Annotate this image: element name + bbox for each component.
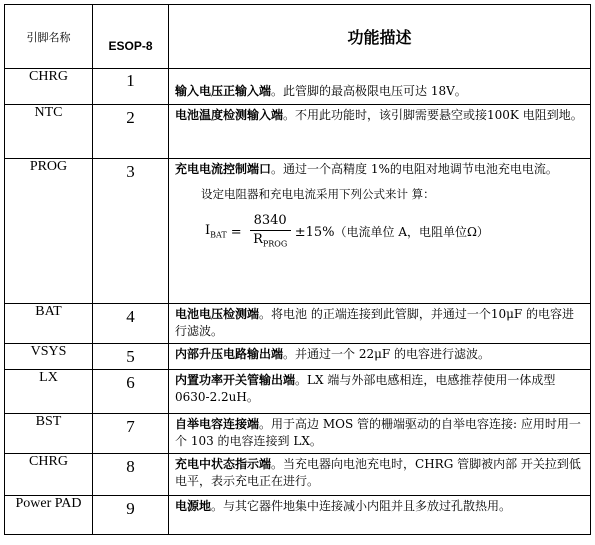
pin-name: LX xyxy=(5,370,93,414)
pin-number: 9 xyxy=(93,496,169,535)
pin-description-text: 。此管脚的最高极限电压可达 18V。 xyxy=(271,84,467,98)
pin-function-table xyxy=(4,4,591,535)
pin-description-title: 内置功率开关管输出端 xyxy=(175,373,296,387)
pin-description-text: 。用于高边 MOS 管的栅端驱动的自举电容连接: 应用时用一个 103 的电容连接到 LX。 xyxy=(175,417,581,448)
pin-number: 4 xyxy=(93,304,169,344)
pin-number: 2 xyxy=(93,105,169,159)
header-pin-name: 引脚名称 xyxy=(5,5,93,69)
formula-fraction xyxy=(250,213,291,253)
table-row xyxy=(5,159,591,304)
pin-description-title: 充电电流控制端口 xyxy=(175,162,272,176)
pin-description xyxy=(169,304,591,344)
formula-denominator: $R_{PROG}$ xyxy=(253,232,288,249)
formula-lhs: $I_{BAT}$ xyxy=(205,223,227,240)
header-function-description: 功能描述 xyxy=(169,5,591,69)
pin-description xyxy=(169,69,591,105)
pin-name: NTC xyxy=(5,105,93,159)
pin-name: BAT xyxy=(5,304,93,344)
table-row xyxy=(5,370,591,414)
pin-description xyxy=(169,496,591,535)
pin-name: CHRG xyxy=(5,69,93,105)
pin-number: 3 xyxy=(93,159,169,304)
pin-description-title: 电池电压检测端 xyxy=(175,307,260,321)
pin-description xyxy=(169,344,591,370)
pin-name: CHRG xyxy=(5,454,93,496)
pin-name: VSYS xyxy=(5,344,93,370)
table-row xyxy=(5,304,591,344)
pin-number: 8 xyxy=(93,454,169,496)
formula-units: （电流单位 A，电阻单位Ω） xyxy=(334,225,489,240)
pin-description xyxy=(169,454,591,496)
pin-description-text: 。将电池 的正端连接到此管脚，并通过一个10μF 的电容进行滤波。 xyxy=(175,307,575,338)
pin-description xyxy=(169,105,591,159)
pin-description-title: 输入电压正输入端 xyxy=(175,84,272,98)
formula-tolerance: ±15% xyxy=(294,225,335,241)
pin-description-title: 内部升压电路输出端 xyxy=(175,347,284,361)
pin-description-text: 。与其它器件地集中连接减小内阻并且多放过孔散热用。 xyxy=(211,499,512,513)
pin-description-title: 自举电容连接端 xyxy=(175,417,260,431)
pin-description-text: 。当充电器向电池充电时，CHRG 管脚被内部 开关拉到低电平，表示充电正在进行。 xyxy=(175,457,581,488)
pin-description-title: 电源地 xyxy=(175,499,212,513)
table-row xyxy=(5,414,591,454)
pin-number: 5 xyxy=(93,344,169,370)
formula-numerator: 8340 xyxy=(250,213,291,231)
header-package: ESOP-8 xyxy=(93,34,169,69)
header-row-top xyxy=(5,5,591,34)
pin-description-title: 电池温度检测输入端 xyxy=(175,108,284,122)
table-row xyxy=(5,105,591,159)
pin-number: 1 xyxy=(93,69,169,105)
pin-number: 7 xyxy=(93,414,169,454)
charge-current-formula: $I_{BAT}$ = $\frac{8340}{R_{PROG}}$ ±15% （电流单位 A，电阻单位Ω） xyxy=(205,213,584,253)
pin-description-title: 充电中状态指示端 xyxy=(175,457,272,471)
pin-description-text: 。并通过一个 22μF 的电容进行滤波。 xyxy=(283,347,491,361)
pin-description xyxy=(169,414,591,454)
pin-description xyxy=(169,370,591,414)
formula-intro: 设定电阻器和充电电流采用下列公式来计 算： xyxy=(201,187,435,201)
pin-number: 6 xyxy=(93,370,169,414)
pin-description-text: 。不用此功能时，该引脚需要悬空或接100K 电阻到地。 xyxy=(283,108,583,122)
pin-name: Power PAD xyxy=(5,496,93,535)
pin-description-text: 。LX 端与外部电感相连，电感推荐使用一体成型 0630-2.2uH。 xyxy=(175,373,556,404)
pin-description xyxy=(169,159,591,304)
table-row xyxy=(5,454,591,496)
pin-name: PROG xyxy=(5,159,93,304)
table-row xyxy=(5,496,591,535)
pin-name: BST xyxy=(5,414,93,454)
table-row xyxy=(5,69,591,105)
table-row xyxy=(5,344,591,370)
pin-description-text: 。通过一个高精度 1%的电阻对地调节电池充电电流。 xyxy=(271,162,558,176)
